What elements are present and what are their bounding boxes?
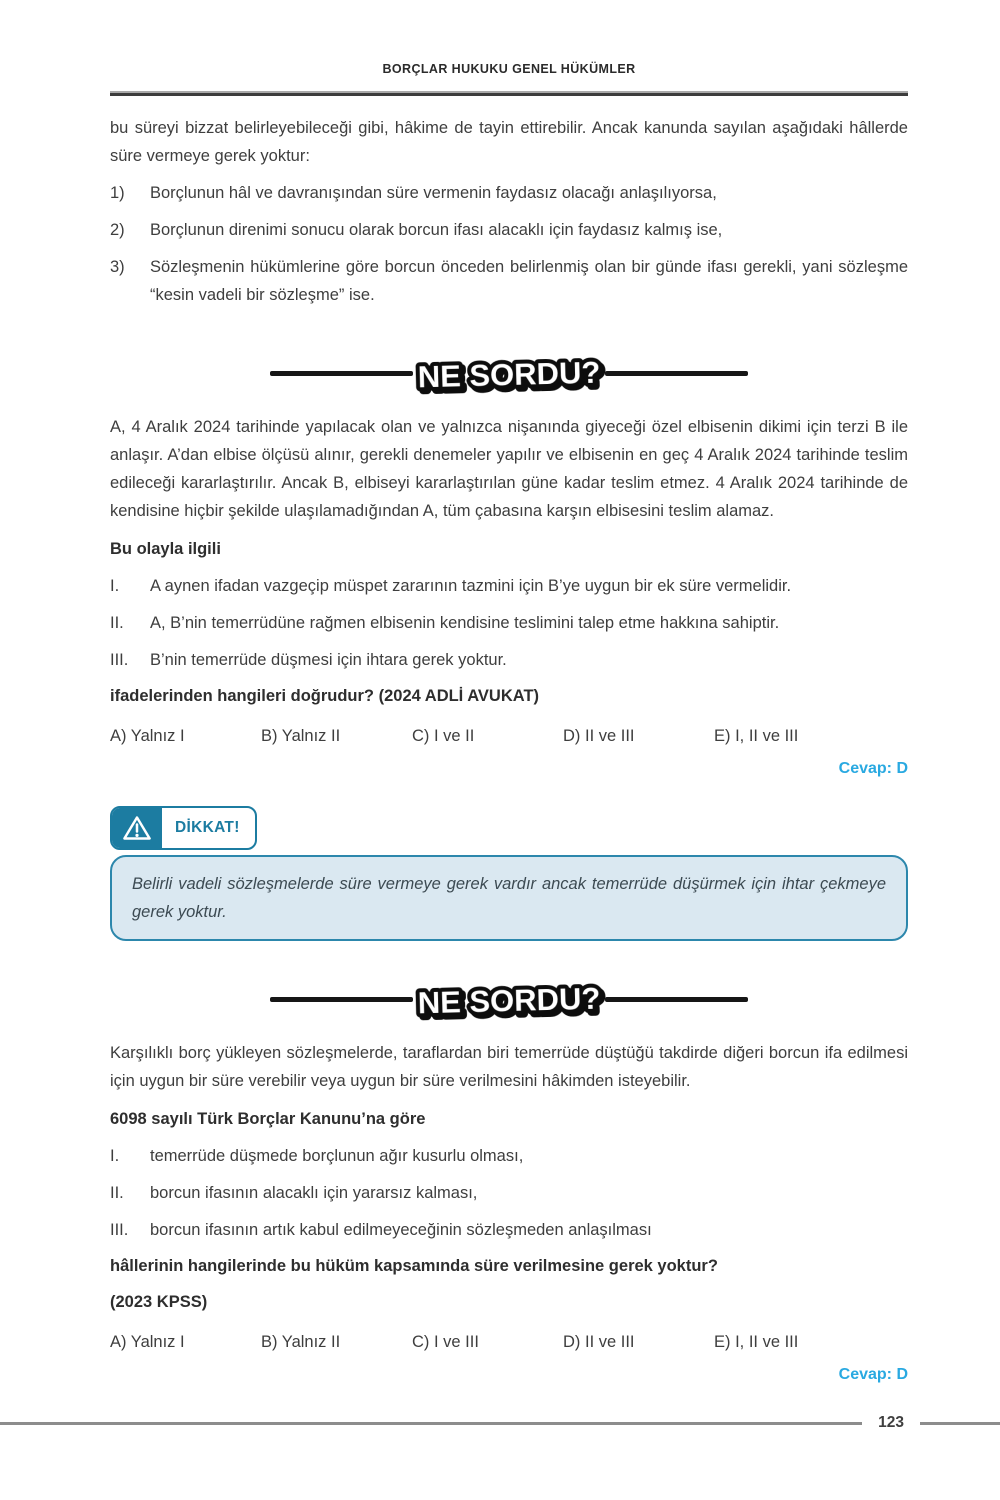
roman-numeral: II.	[110, 614, 124, 632]
option-b: B) Yalnız II	[261, 727, 341, 745]
question2-paragraph: Karşılıklı borç yükleyen sözleşmelerde, taraflardan biri temerrüde düştüğü takdirde diğeri borcun ifa edilmesi için uygun bir süre verebilir veya uygun bir süre verilmesini hâkimden isteyebilir.	[110, 1044, 908, 1090]
roman-item-text: borcun ifasının alacaklı için yararsız kalması,	[150, 1184, 478, 1202]
ne-sordu-divider	[270, 343, 748, 403]
divider-label: NE SORDU?	[417, 354, 601, 395]
roman-item	[110, 646, 908, 674]
question2-lead: 6098 sayılı Türk Borçlar Kanunu’na göre	[110, 1110, 426, 1128]
warning-triangle-icon	[112, 808, 162, 848]
divider-line-left	[270, 997, 413, 1002]
list-item-text: Sözleşmenin hükümlerine göre borcun önceden belirlenmiş olan bir günde ifası gerekli, yani sözleşme “kesin vadeli bir sözleşme” ise.	[150, 258, 908, 304]
question1-lead: Bu olayla ilgili	[110, 540, 221, 558]
divider-label: NE SORDU?	[417, 980, 601, 1021]
roman-item-text: borcun ifasının artık kabul edilmeyeceğinin sözleşmeden anlaşılması	[150, 1221, 652, 1239]
option-a: A) Yalnız I	[110, 727, 185, 745]
option-d: D) II ve III	[563, 727, 635, 745]
roman-numeral: I.	[110, 577, 120, 595]
question2-answer: Cevap: D	[838, 1366, 908, 1383]
option-e: E) I, II ve III	[714, 727, 799, 745]
roman-item	[110, 572, 908, 600]
warning-box: Belirli vadeli sözleşmelerde süre vermeye gerek vardır ancak temerrüde düşürmek için ihtar çekmeye gerek yoktur.	[110, 855, 908, 941]
option-b: B) Yalnız II	[261, 1333, 341, 1351]
question2-exam-tag: (2023 KPSS)	[110, 1293, 208, 1311]
roman-item	[110, 1179, 908, 1207]
ne-sordu-badge	[408, 967, 609, 1030]
list-item-number: 1)	[110, 184, 125, 202]
list-item-number: 3)	[110, 258, 125, 276]
warning-label: DİKKAT!	[175, 819, 240, 836]
option-c: C) I ve III	[412, 1333, 479, 1351]
question1-stem: ifadelerinden hangileri doğrudur? (2024 ADLİ AVUKAT)	[110, 687, 540, 705]
divider-line-right	[605, 997, 748, 1002]
option-e: E) I, II ve III	[714, 1333, 799, 1351]
option-d: D) II ve III	[563, 1333, 635, 1351]
roman-item-text: B’nin temerrüde düşmesi için ihtara gerek yoktur.	[150, 651, 507, 669]
question2-stem: hâllerinin hangilerinde bu hüküm kapsamında süre verilmesine gerek yoktur?	[110, 1257, 718, 1275]
roman-numeral: III.	[110, 651, 129, 669]
intro-paragraph: bu süreyi bizzat belirleyebileceği gibi, hâkime de tayin ettirebilir. Ancak kanunda sayılan aşağıdaki hâllerde süre vermeye gerek yoktur:	[110, 119, 908, 165]
question1-answer: Cevap: D	[838, 760, 908, 777]
header-rule	[110, 91, 908, 96]
page-header-title: BORÇLAR HUKUKU GENEL HÜKÜMLER	[382, 62, 636, 76]
ne-sordu-badge	[408, 341, 609, 404]
roman-item	[110, 1142, 908, 1170]
roman-item-text: temerrüde düşmede borçlunun ağır kusurlu olması,	[150, 1147, 524, 1165]
roman-numeral: I.	[110, 1147, 120, 1165]
roman-item-text: A, B’nin temerrüdüne rağmen elbisenin kendisine teslimini talep etme hakkına sahiptir.	[150, 614, 780, 632]
roman-item-text: A aynen ifadan vazgeçip müspet zararının tazmini için B’ye uygun bir ek süre vermelidir.	[150, 577, 792, 595]
list-item	[110, 179, 908, 207]
list-item	[110, 253, 908, 309]
option-a: A) Yalnız I	[110, 1333, 185, 1351]
roman-numeral: II.	[110, 1184, 124, 1202]
question1-paragraph: A, 4 Aralık 2024 tarihinde yapılacak olan ve yalnızca nişanında giyeceği özel elbisenin dikimi için terzi B ile anlaşır. A’dan elbise ölçüsü alınır, gerekli denemeler yapılır ve elbisenin en geç 4 Aralık 2024 tarihinde teslim edileceği kararlaştırılır. Ancak B, elbiseyi kararlaştırılan güne kadar teslim etmez. 4 Aralık 2024 tarihinde de kendisine hiçbir şekilde ulaşılamadığından A, tüm çabasına karşın elbisesini teslim alamaz.	[110, 418, 908, 520]
roman-item	[110, 1216, 908, 1244]
roman-item	[110, 609, 908, 637]
divider-line-left	[270, 371, 413, 376]
question2-options	[110, 1328, 908, 1356]
list-item-text: Borçlunun direnimi sonucu olarak borcun ifası alacaklı için faydasız kalmış ise,	[150, 221, 723, 239]
list-item-text: Borçlunun hâl ve davranışından süre vermenin faydasız olacağı anlaşılıyorsa,	[150, 184, 717, 202]
list-item-number: 2)	[110, 221, 125, 239]
list-item	[110, 216, 908, 244]
divider-line-right	[605, 371, 748, 376]
page-number: 123	[878, 1414, 904, 1431]
roman-numeral: III.	[110, 1221, 129, 1239]
page-footer	[0, 1414, 1000, 1432]
warning-tab	[110, 806, 257, 850]
ne-sordu-divider	[270, 969, 748, 1029]
question1-options	[110, 722, 908, 750]
option-c: C) I ve II	[412, 727, 475, 745]
footer-rule-right	[920, 1422, 1000, 1425]
footer-rule-left	[0, 1422, 862, 1425]
